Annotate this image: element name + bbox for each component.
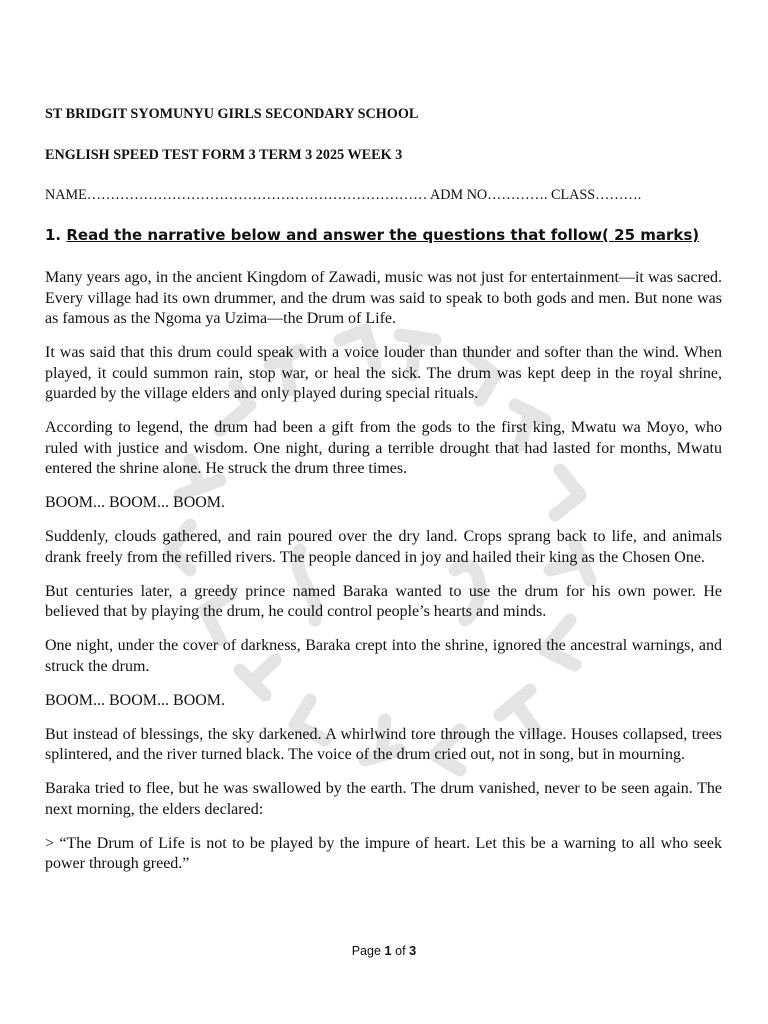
passage-paragraph: Baraka tried to flee, but he was swallowed by the earth. The drum vanished, never to be seen again. The next morning, the elders declared: [45,780,722,818]
passage-paragraph: Suddenly, clouds gathered, and rain poured over the dry land. Crops sprang back to life, and animals drank freely from the refilled rivers. The people danced in joy and hailed their king as the Chosen One. [45,528,722,566]
question-heading [45,226,699,244]
total-pages-number: 3 [409,943,417,958]
passage-paragraph: > “The Drum of Life is not to be played by the impure of heart. Let this be a warning to all who seek power through greed.” [45,834,722,872]
passage-paragraph: But centuries later, a greedy prince named Baraka wanted to use the drum for his own power. He believed that by playing the drum, he could control people’s hearts and minds. [45,582,722,620]
passage-paragraph: One night, under the cover of darkness, Baraka crept into the shrine, ignored the ancestral warnings, and struck the drum. [45,637,722,675]
student-details-line: NAME……………………………………………………………… ADM NO…………. CLASS………. [45,187,642,203]
passage-paragraph: According to legend, the drum had been a gift from the gods to the first king, Mwatu wa Moyo, who ruled with justice and wisdom. One night, during a terrible drought that had lasted for months, Mwatu entered the shrine alone. He struck the drum three times. [45,419,722,477]
passage-paragraph: BOOM... BOOM... BOOM. [45,494,226,511]
page-footer [0,943,768,958]
passage-paragraph: But instead of blessings, the sky darkened. A whirlwind tore through the village. Houses collapsed, trees splintered, and the river turned black. The voice of the drum cried out, not in song, but in mourning. [45,725,722,763]
test-title: ENGLISH SPEED TEST FORM 3 TERM 3 2025 WEEK 3 [45,147,403,163]
question-instruction: Read the narrative below and answer the questions that follow( 25 marks) [66,226,700,244]
current-page-number: 1 [384,943,392,958]
question-number: 1. [45,226,62,244]
school-name: ST BRIDGIT SYOMUNYU GIRLS SECONDARY SCHOOL [45,106,419,122]
of-word: of [395,944,406,958]
passage-paragraph: It was said that this drum could speak with a voice louder than thunder and softer than the wind. When played, it could summon rain, stop war, or heal the sick. The drum was kept deep in the royal shrine, guarded by the village elders and only played during special rituals. [45,344,722,402]
passage-paragraph: BOOM... BOOM... BOOM. [45,691,226,709]
page-word: Page [351,944,381,958]
passage-paragraph: Many years ago, in the ancient Kingdom of Zawadi, music was not just for entertainment—it was sacred. Every village had its own drummer, and the drum was said to speak to both gods and men. But none was as famous as the Ngoma ya Uzima—the Drum of Life. [45,269,722,327]
narrative-passage [45,268,722,888]
